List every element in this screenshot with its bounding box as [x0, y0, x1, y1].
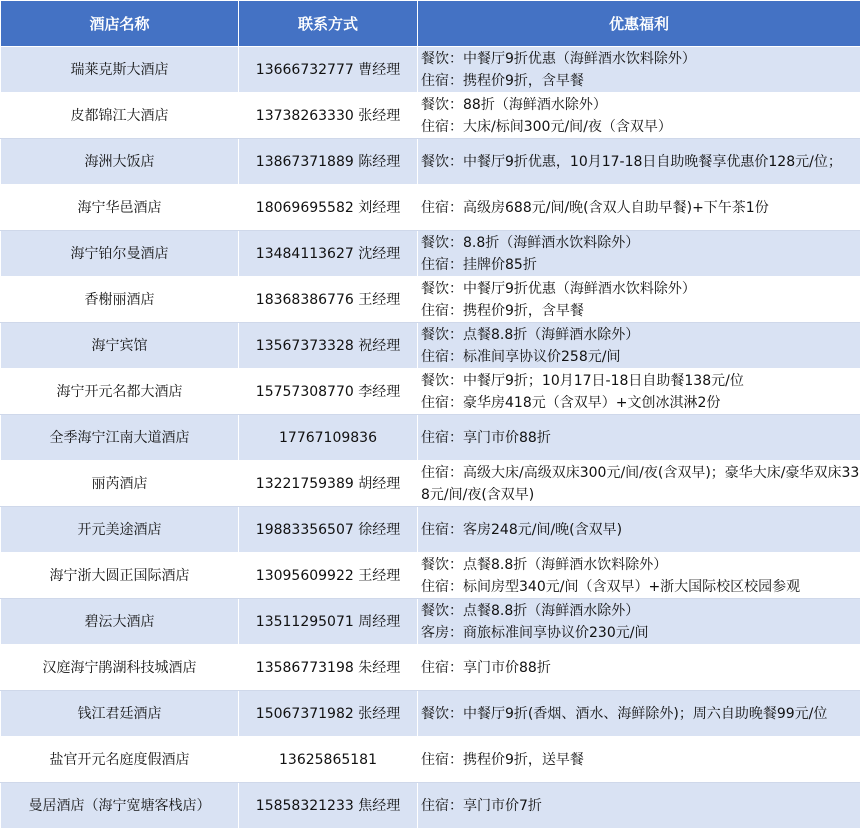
benefit-line: 住宿：享门市价88折: [421, 429, 551, 446]
hotel-name-cell: 全季海宁江南大道酒店: [1, 415, 239, 461]
contact-cell: 13511295071 周经理: [239, 599, 418, 645]
benefit-line: 住宿：标准间享协议价258元/间: [421, 348, 621, 365]
benefit-line: 住宿：挂牌价85折: [421, 256, 537, 273]
table-row: [1, 461, 860, 507]
benefit-line: 住宿：享门市价88折: [421, 659, 551, 676]
benefit-line: 住宿：大床/标间300元/间/夜（含双早）: [421, 118, 672, 135]
table-row: [1, 783, 860, 829]
hotel-name-cell: 瑞莱克斯大酒店: [1, 47, 239, 93]
benefit-line: 客房：商旅标准间享协议价230元/间: [421, 624, 649, 641]
contact-cell: 15067371982 张经理: [239, 691, 418, 737]
benefit-line: 餐饮：8.8折（海鲜酒水饮料除外）: [421, 234, 640, 251]
benefit-cell: [418, 93, 860, 139]
benefit-line: 餐饮：点餐8.8折（海鲜酒水饮料除外）: [421, 556, 668, 573]
benefit-cell: [418, 461, 860, 507]
table-body: [1, 47, 860, 829]
hotel-name-cell: 盐官开元名庭度假酒店: [1, 737, 239, 783]
header-hotel-name: 酒店名称: [1, 1, 239, 47]
contact-cell: 18368386776 王经理: [239, 277, 418, 323]
contact-cell: 13666732777 曹经理: [239, 47, 418, 93]
table-row: [1, 599, 860, 645]
hotel-name-cell: 海宁铂尔曼酒店: [1, 231, 239, 277]
hotel-name-cell: 钱江君廷酒店: [1, 691, 239, 737]
benefit-line: 餐饮：88折（海鲜酒水除外）: [421, 96, 607, 113]
contact-cell: 13484113627 沈经理: [239, 231, 418, 277]
table-row: [1, 139, 860, 185]
benefit-cell: [418, 323, 860, 369]
table-row: [1, 691, 860, 737]
header-benefit: 优惠福利: [418, 1, 860, 47]
table-row: [1, 93, 860, 139]
table-row: [1, 47, 860, 93]
contact-cell: 13625865181: [239, 737, 418, 783]
contact-cell: 15858321233 焦经理: [239, 783, 418, 829]
contact-cell: 13567373328 祝经理: [239, 323, 418, 369]
table-row: [1, 185, 860, 231]
contact-cell: 19883356507 徐经理: [239, 507, 418, 553]
hotel-name-cell: 海洲大饭店: [1, 139, 239, 185]
hotel-name-cell: 海宁华邑酒店: [1, 185, 239, 231]
benefit-line: 住宿：客房248元/间/晚(含双早): [421, 521, 623, 538]
contact-cell: 18069695582 刘经理: [239, 185, 418, 231]
header-contact: 联系方式: [239, 1, 418, 47]
table-header: [1, 1, 860, 47]
benefit-cell: [418, 47, 860, 93]
contact-cell: 13095609922 王经理: [239, 553, 418, 599]
hotel-name-cell: 开元美途酒店: [1, 507, 239, 553]
benefit-cell: [418, 369, 860, 415]
table-row: [1, 369, 860, 415]
benefit-line: 餐饮：中餐厅9折优惠，10月17-18日自助晚餐享优惠价128元/位；: [421, 153, 842, 170]
benefit-cell: [418, 139, 860, 185]
benefit-cell: [418, 415, 860, 461]
benefit-cell: [418, 599, 860, 645]
benefit-cell: [418, 231, 860, 277]
benefit-line: 住宿：标间房型340元/间（含双早）+浙大国际校区校园参观: [421, 578, 801, 595]
hotel-name-cell: 海宁浙大圆正国际酒店: [1, 553, 239, 599]
benefit-cell: [418, 737, 860, 783]
hotel-name-cell: 曼居酒店（海宁宽塘客栈店）: [1, 783, 239, 829]
table-row: [1, 553, 860, 599]
benefit-cell: [418, 645, 860, 691]
benefit-line: 住宿：享门市价7折: [421, 797, 542, 814]
benefit-cell: [418, 507, 860, 553]
table-row: [1, 737, 860, 783]
table-row: [1, 645, 860, 691]
hotel-name-cell: 香榭丽酒店: [1, 277, 239, 323]
benefit-line: 住宿：携程价9折，含早餐: [421, 72, 584, 89]
table-row: [1, 277, 860, 323]
hotel-name-cell: 皮都锦江大酒店: [1, 93, 239, 139]
benefit-line: 住宿：高级房688元/间/晚(含双人自助早餐)+下午茶1份: [421, 199, 769, 216]
table-row: [1, 415, 860, 461]
benefit-line: 住宿：携程价9折，送早餐: [421, 751, 584, 768]
contact-cell: 15757308770 李经理: [239, 369, 418, 415]
hotel-name-cell: 碧沄大酒店: [1, 599, 239, 645]
table-row: [1, 231, 860, 277]
table-row: [1, 507, 860, 553]
benefit-line: 住宿：高级大床/高级双床300元/间/夜(含双早)；豪华大床/豪华双床338元/间/夜(含双早): [421, 464, 860, 503]
benefit-line: 餐饮：中餐厅9折优惠（海鲜酒水饮料除外）: [421, 280, 696, 297]
table-row: [1, 323, 860, 369]
contact-cell: 13738263330 张经理: [239, 93, 418, 139]
benefit-line: 餐饮：点餐8.8折（海鲜酒水除外）: [421, 326, 640, 343]
contact-cell: 17767109836: [239, 415, 418, 461]
benefit-line: 餐饮：点餐8.8折（海鲜酒水除外）: [421, 602, 640, 619]
hotel-name-cell: 海宁宾馆: [1, 323, 239, 369]
benefit-line: 餐饮：中餐厅9折；10月17日-18日自助餐138元/位: [421, 372, 744, 389]
contact-cell: 13867371889 陈经理: [239, 139, 418, 185]
benefit-cell: [418, 553, 860, 599]
contact-cell: 13221759389 胡经理: [239, 461, 418, 507]
benefit-line: 餐饮：中餐厅9折优惠（海鲜酒水饮料除外）: [421, 50, 696, 67]
contact-cell: 13586773198 朱经理: [239, 645, 418, 691]
benefit-cell: [418, 691, 860, 737]
hotel-name-cell: 汉庭海宁鹃湖科技城酒店: [1, 645, 239, 691]
benefit-line: 餐饮：中餐厅9折(香烟、酒水、海鲜除外)；周六自助晚餐99元/位: [421, 705, 828, 722]
benefit-cell: [418, 185, 860, 231]
benefit-cell: [418, 783, 860, 829]
benefit-line: 住宿：携程价9折，含早餐: [421, 302, 584, 319]
benefit-line: 住宿：豪华房418元（含双早）+文创冰淇淋2份: [421, 394, 721, 411]
header-row: [1, 1, 860, 47]
hotel-name-cell: 丽芮酒店: [1, 461, 239, 507]
benefit-cell: [418, 277, 860, 323]
hotel-name-cell: 海宁开元名都大酒店: [1, 369, 239, 415]
